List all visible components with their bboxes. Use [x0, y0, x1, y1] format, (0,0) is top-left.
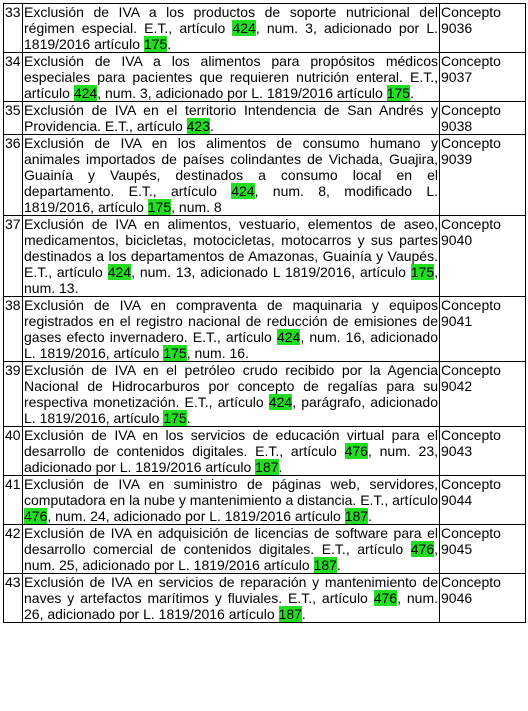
row-description [23, 525, 440, 574]
table-row [4, 476, 526, 525]
row-concept-code [440, 427, 526, 476]
concept-table [3, 3, 526, 623]
row-concept-code [440, 53, 526, 102]
concept-label: Concepto [441, 427, 501, 443]
description-text: , num. 3, adicionado por L. 1819/2016 artículo [97, 85, 387, 101]
row-number: 36 [4, 135, 23, 216]
row-number: 39 [4, 362, 23, 427]
highlighted-article-number: 424 [232, 20, 256, 36]
row-number: 33 [4, 4, 23, 53]
row-description [23, 135, 440, 216]
highlighted-article-number: 187 [255, 459, 279, 475]
row-description [23, 216, 440, 297]
highlighted-article-number: 424 [231, 183, 255, 199]
concept-number: 9036 [441, 20, 473, 36]
description-text: Exclusión de IVA en el petróleo crudo recibido por la Agencia Nacional de Hidrocarburos por concepto de regalías para su respectiva monetización. E.T., artículo [24, 362, 438, 410]
table-row [4, 53, 526, 102]
concept-number: 9045 [441, 541, 473, 557]
row-number: 43 [4, 574, 23, 623]
highlighted-article-number: 175 [410, 264, 435, 280]
row-number: 35 [4, 102, 23, 135]
highlighted-article-number: 424 [268, 394, 293, 410]
description-text: , num. 25, adicionado por L. 1819/2016 artículo [24, 541, 438, 573]
description-text: , num. 3, adicionado por L. 1819/2016 artículo [24, 20, 438, 52]
row-number: 41 [4, 476, 23, 525]
description-text: Exclusión de IVA en los alimentos de consumo humano y animales importados de países colindantes de Vichada, Guajira, Guainía y Vaupés, destinados a consumo local en el departamento. E.T., artículo [24, 135, 438, 199]
row-concept-code [440, 135, 526, 216]
description-text: Exclusión de IVA a los alimentos para propósitos médicos especiales para pacientes que requieren nutrición enteral. E.T., artículo [24, 53, 438, 101]
table-row [4, 574, 526, 623]
row-description [23, 102, 440, 135]
description-text: , num. 13. [24, 264, 438, 296]
row-concept-code [440, 216, 526, 297]
row-number: 40 [4, 427, 23, 476]
description-text: Exclusión de IVA en adquisición de licencias de software para el desarrollo comercial de contenidos digitales. E.T., artículo [24, 525, 438, 557]
highlighted-article-number: 476 [410, 541, 435, 557]
row-description [23, 476, 440, 525]
concept-number: 9043 [441, 443, 473, 459]
table-row [4, 297, 526, 362]
row-concept-code [440, 362, 526, 427]
concept-number: 9039 [441, 151, 473, 167]
highlighted-article-number: 476 [344, 443, 368, 459]
row-description [23, 427, 440, 476]
concept-label: Concepto [441, 525, 501, 541]
highlighted-article-number: 476 [24, 508, 48, 524]
highlighted-article-number: 476 [373, 590, 398, 606]
concept-label: Concepto [441, 102, 501, 118]
row-number: 37 [4, 216, 23, 297]
description-text: , num. 8 [171, 199, 222, 215]
description-text: . [410, 85, 414, 101]
row-number: 42 [4, 525, 23, 574]
row-description [23, 362, 440, 427]
concept-table-body [4, 4, 526, 623]
concept-label: Concepto [441, 476, 501, 492]
table-row [4, 4, 526, 53]
row-number: 38 [4, 297, 23, 362]
row-concept-code [440, 476, 526, 525]
description-text: Exclusión de IVA en el territorio Intendencia de San Andrés y Providencia. E.T., artículo [24, 102, 438, 134]
highlighted-article-number: 424 [107, 264, 132, 280]
concept-number: 9040 [441, 232, 473, 248]
concept-label: Concepto [441, 297, 501, 313]
highlighted-article-number: 175 [386, 85, 411, 101]
concept-number: 9041 [441, 313, 473, 329]
table-row [4, 525, 526, 574]
row-description [23, 53, 440, 102]
description-text: , num. 16. [186, 345, 249, 361]
description-text: . [301, 606, 306, 622]
description-text: . [368, 508, 372, 524]
description-text: , num. 13, adicionado L 1819/2016, artículo [131, 264, 411, 280]
highlighted-article-number: 423 [186, 118, 210, 134]
description-text: . [210, 118, 214, 134]
table-row [4, 427, 526, 476]
description-text: . [278, 459, 283, 475]
row-description [23, 4, 440, 53]
table-row [4, 102, 526, 135]
concept-number: 9042 [441, 378, 473, 394]
description-text: Exclusión de IVA en compraventa de maquinaria y equipos registrados en el registro nacional de reducción de emisiones de gases efecto invernadero. E.T., artículo [24, 297, 438, 345]
description-text: , num. 23, adicionado por L. 1819/2016 artículo [24, 443, 438, 475]
concept-label: Concepto [441, 574, 501, 590]
description-text: Exclusión de IVA en suministro de páginas web, servidores, computadora en la nube y mantenimiento a distancia. E.T., artículo [24, 476, 439, 508]
table-row [4, 135, 526, 216]
description-text: , num. 16, adicionado L. 1819/2016, artículo [24, 329, 438, 361]
concept-number: 9037 [441, 69, 473, 85]
highlighted-article-number: 175 [163, 410, 187, 426]
description-text: Exclusión de IVA en los servicios de educación virtual para el desarrollo de contenidos digitales. E.T., artículo [24, 427, 438, 459]
description-text: Exclusión de IVA en alimentos, vestuario, elementos de aseo, medicamentos, bicicletas, motocicletas, motocarros y sus partes destinados a los departamentos de Amazonas, Guainía y Vaupés. E.T., artículo [24, 216, 438, 280]
row-description [23, 574, 440, 623]
description-text: . [186, 410, 191, 426]
row-concept-code [440, 574, 526, 623]
row-concept-code [440, 525, 526, 574]
table-row [4, 216, 526, 297]
concept-number: 9038 [441, 118, 473, 134]
table-row [4, 362, 526, 427]
row-number: 34 [4, 53, 23, 102]
row-description [23, 297, 440, 362]
concept-label: Concepto [441, 135, 501, 151]
concept-number: 9044 [441, 492, 473, 508]
highlighted-article-number: 187 [278, 606, 302, 622]
description-text: . [336, 557, 341, 573]
highlighted-article-number: 175 [147, 199, 172, 215]
concept-label: Concepto [441, 4, 501, 20]
row-concept-code [440, 102, 526, 135]
description-text: , num. 8, modificado L. 1819/2016, artículo [24, 183, 438, 215]
description-text: Exclusión de IVA en servicios de reparación y mantenimiento de naves y artefactos marítimos y fluviales. E.T., artículo [24, 574, 438, 606]
row-concept-code [440, 297, 526, 362]
concept-label: Concepto [441, 362, 501, 378]
highlighted-article-number: 424 [73, 85, 98, 101]
concept-number: 9046 [441, 590, 473, 606]
concept-label: Concepto [441, 53, 501, 69]
description-text: Exclusión de IVA a los productos de soporte nutricional del régimen especial. E.T., artículo [24, 4, 438, 36]
description-text: . [167, 36, 172, 52]
description-text: , num. 26, adicionado por L. 1819/2016 artículo [24, 590, 438, 622]
highlighted-article-number: 175 [163, 345, 187, 361]
description-text: , parágrafo, adicionado L. 1819/2016, artículo [24, 394, 438, 426]
highlighted-article-number: 175 [143, 36, 168, 52]
highlighted-article-number: 187 [313, 557, 337, 573]
concept-label: Concepto [441, 216, 501, 232]
highlighted-article-number: 187 [344, 508, 369, 524]
highlighted-article-number: 424 [276, 329, 301, 345]
row-concept-code [440, 4, 526, 53]
description-text: , num. 24, adicionado por L. 1819/2016 artículo [47, 508, 345, 524]
